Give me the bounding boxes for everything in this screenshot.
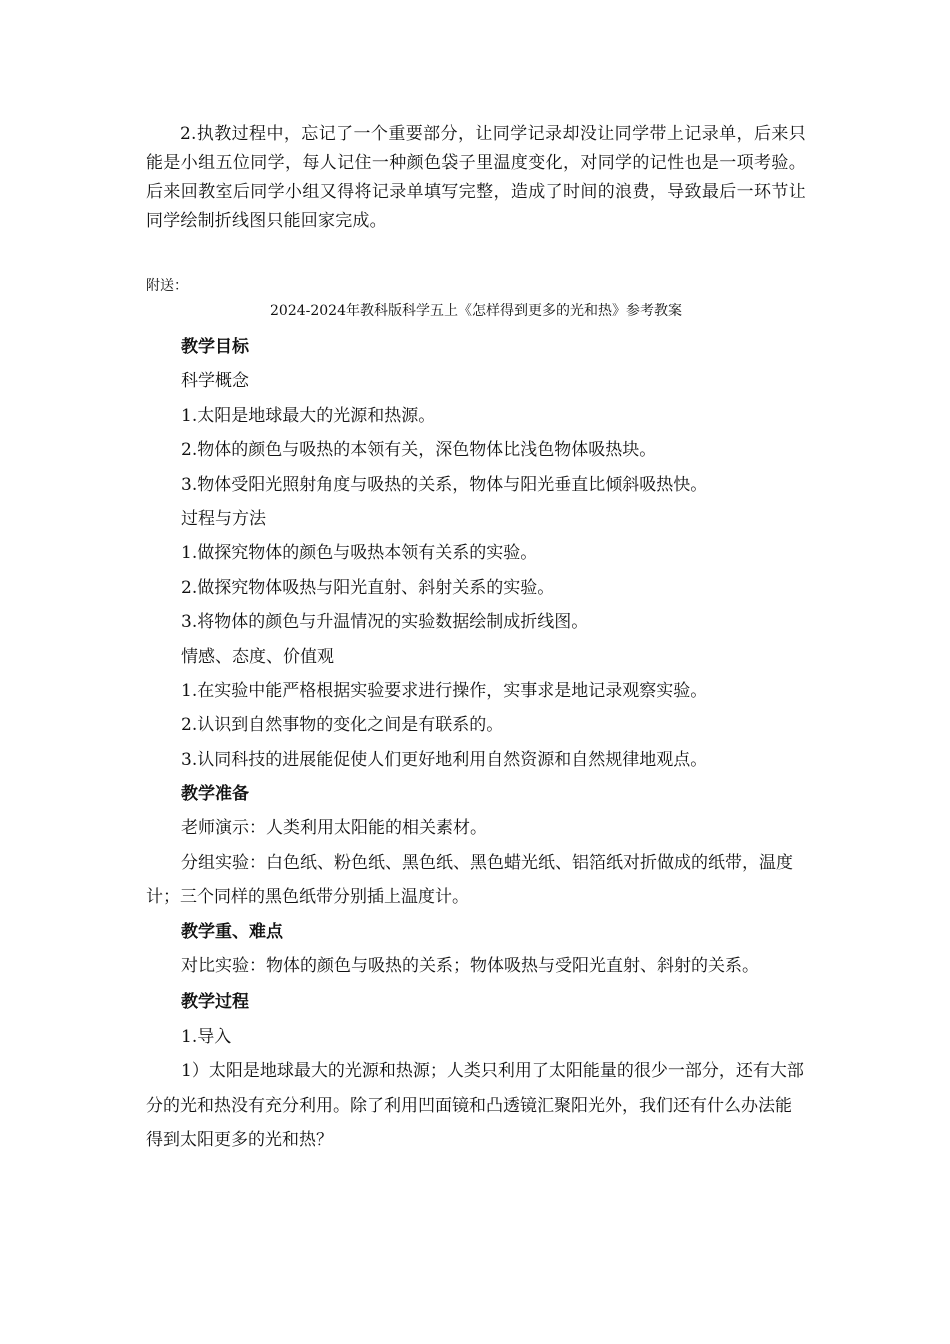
heading-teaching-process: 教学过程 <box>181 992 249 1013</box>
concept-item-2: 2.物体的颜色与吸热的本领有关，深色物体比浅色物体吸热块。 <box>181 440 657 461</box>
process-intro-paragraph: 1）太阳是地球最大的光源和热源；人类只利用了太阳能量的很少一部分，还有大部分的光和热没有充分利用。除了利用凹面镜和凸透镜汇聚阳光外，我们还有什么办法能得到太阳更多的光和热？ <box>146 1061 804 1151</box>
subheading-process-methods: 过程与方法 <box>181 508 266 529</box>
heading-teaching-preparation: 教学准备 <box>181 784 249 805</box>
subheading-science-concepts: 科学概念 <box>181 371 249 392</box>
attachment-label: 附送： <box>146 278 188 294</box>
heading-key-difficult-points: 教学重、难点 <box>181 921 283 942</box>
value-item-1: 1.在实验中能严格根据实验要求进行操作，实事求是地记录观察实验。 <box>181 680 708 701</box>
process-step-1: 1.导入 <box>181 1026 232 1047</box>
prep-teacher-demo: 老师演示：人类利用太阳能的相关素材。 <box>181 818 487 839</box>
method-item-1: 1.做探究物体的颜色与吸热本领有关系的实验。 <box>181 543 538 564</box>
lesson-plan <box>146 330 808 1157</box>
value-item-2: 2.认识到自然事物的变化之间是有联系的。 <box>181 715 504 736</box>
method-item-2: 2.做探究物体吸热与阳光直射、斜射关系的实验。 <box>181 577 555 598</box>
document-title: 2024-2024年教科版科学五上《怎样得到更多的光和热》参考教案 <box>270 303 682 319</box>
concept-item-1: 1.太阳是地球最大的光源和热源。 <box>181 405 436 426</box>
heading-teaching-goals: 教学目标 <box>181 337 249 357</box>
concept-item-3: 3.物体受阳光照射角度与吸热的关系，物体与阳光垂直比倾斜吸热快。 <box>181 474 708 495</box>
value-item-3: 3.认同科技的进展能促使人们更好地利用自然资源和自然规律地观点。 <box>181 749 708 770</box>
prep-group-experiment: 分组实验：白色纸、粉色纸、黑色纸、黑色蜡光纸、铝箔纸对折做成的纸带，温度计；三个同样的黑色纸带分别插上温度计。 <box>146 852 793 908</box>
method-item-3: 3.将物体的颜色与升温情况的实验数据绘制成折线图。 <box>181 612 589 633</box>
reflection-section <box>146 120 806 236</box>
subheading-attitudes-values: 情感、态度、价值观 <box>181 646 334 667</box>
key-points-paragraph: 对比实验：物体的颜色与吸热的关系；物体吸热与受阳光直射、斜射的关系。 <box>181 956 759 977</box>
reflection-paragraph: 2.执教过程中，忘记了一个重要部分，让同学记录却没让同学带上记录单，后来只能是小组五位同学，每人记住一种颜色袋子里温度变化，对同学的记性也是一项考验。后来回教室后同学小组又得将记录单填写完整，造成了时间的浪费，导致最后一环节让同学绘制折线图只能回家完成。 <box>146 124 806 231</box>
